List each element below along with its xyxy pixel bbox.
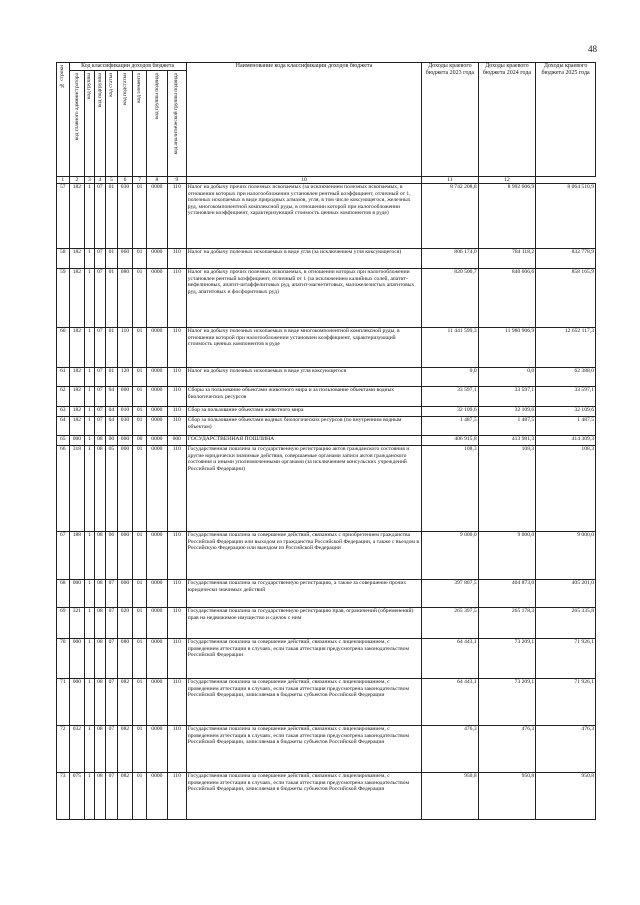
- table-row: [57, 184, 596, 249]
- code-group-cell: 1: [85, 436, 94, 446]
- table-row: [57, 532, 596, 580]
- row-number-cell: 64: [57, 417, 70, 436]
- code-subtype-group-cell: 0000: [146, 436, 167, 446]
- code-group-cell: 1: [85, 407, 94, 417]
- code-analytic-group-cell: 110: [167, 773, 186, 820]
- code-article-cell: 07: [106, 580, 118, 608]
- table-row: [57, 249, 596, 269]
- income-name-cell: Налог на добычу полезных ископаемых в виде многокомпонентной комплексной руды, в отношении которой при налогообложении установлен коэффициент, характеризующий стоимость ценных компонентов в руде: [186, 328, 421, 368]
- code-admin-cell: 000: [69, 639, 85, 679]
- income-2025-cell: 832 778,9: [536, 249, 596, 269]
- code-element-cell: 01: [133, 580, 147, 608]
- code-subarticle-cell: 000: [117, 532, 133, 580]
- income-2023-cell: 11 441 599,3: [422, 328, 479, 368]
- code-group-cell: 1: [85, 773, 94, 820]
- row-number-cell: 67: [57, 532, 70, 580]
- code-subarticle-cell: 082: [117, 726, 133, 773]
- income-2025-cell: 62 388,0: [536, 368, 596, 387]
- row-number-cell: 71: [57, 679, 70, 726]
- column-number-cell: 9: [167, 177, 186, 184]
- income-2023-cell: 476,3: [422, 726, 479, 773]
- code-element-cell: 01: [133, 269, 147, 328]
- code-admin-cell: 182: [69, 407, 85, 417]
- income-2023-cell: 806 174,0: [422, 249, 479, 269]
- header-code-subarticle: [117, 71, 133, 177]
- code-subgroup-cell: 07: [94, 328, 106, 368]
- code-subtype-group-cell: 0000: [146, 368, 167, 387]
- income-2024-cell: 404 873,0: [478, 580, 536, 608]
- table-row: [57, 773, 596, 820]
- code-subgroup-cell: 08: [94, 679, 106, 726]
- row-number-cell: 61: [57, 368, 70, 387]
- table-row: [57, 639, 596, 679]
- code-article-cell: 01: [106, 249, 118, 269]
- row-number-label: № строки: [59, 65, 66, 89]
- code-subarticle-cell: 000: [117, 580, 133, 608]
- income-name-cell: Государственная пошлина за совершение действий, связанных с лицензированием, с проведением аттестации в случаях, если такая аттестация предусмотрена законодательством Российской Федерации, зачисляемая в бюджеты субъектов Российской Федерации: [186, 726, 421, 773]
- code-article-cell: 01: [106, 269, 118, 328]
- income-2025-cell: 950,8: [536, 773, 596, 820]
- header-code-element: [133, 71, 147, 177]
- table-row: [57, 726, 596, 773]
- row-number-cell: 63: [57, 407, 70, 417]
- income-2024-cell: 8 992 606,9: [478, 184, 536, 249]
- code-subarticle-cell: 080: [117, 269, 133, 328]
- header-code-admin: [69, 71, 85, 177]
- code-subtype-group-cell: 0000: [146, 639, 167, 679]
- income-2025-cell: 71 926,1: [536, 639, 596, 679]
- income-2023-cell: 8 742 208,8: [422, 184, 479, 249]
- code-admin-label: код главного администратора: [73, 73, 80, 141]
- income-2023-cell: 64 443,1: [422, 639, 479, 679]
- code-subtype-group-cell: 0000: [146, 679, 167, 726]
- code-element-cell: 01: [133, 368, 147, 387]
- code-element-cell: 01: [133, 639, 147, 679]
- code-admin-cell: 000: [69, 679, 85, 726]
- code-article-cell: 01: [106, 184, 118, 249]
- code-subtype-group-cell: 0000: [146, 269, 167, 328]
- code-element-label: код элемента: [136, 73, 143, 103]
- code-analytic-group-cell: 110: [167, 532, 186, 580]
- table-row: [57, 368, 596, 387]
- column-number-cell: 5: [106, 177, 118, 184]
- code-subarticle-label: код подстатьи: [121, 73, 128, 105]
- code-article-cell: 05: [106, 446, 118, 532]
- code-subtype-group-cell: 0000: [146, 387, 167, 407]
- row-number-cell: 68: [57, 580, 70, 608]
- header-2024: Доходы краевого бюджета 2024 года: [478, 63, 536, 177]
- code-article-cell: 04: [106, 387, 118, 407]
- code-subgroup-cell: 08: [94, 580, 106, 608]
- code-element-cell: 01: [133, 184, 147, 249]
- code-group-cell: 1: [85, 417, 94, 436]
- code-analytic-group-cell: 110: [167, 387, 186, 407]
- code-subgroup-cell: 08: [94, 726, 106, 773]
- code-article-cell: 07: [106, 773, 118, 820]
- income-2023-cell: 406 915,8: [422, 436, 479, 446]
- code-admin-cell: 032: [69, 726, 85, 773]
- income-2023-cell: 820 500,7: [422, 269, 479, 328]
- code-subtype-group-cell: 0000: [146, 608, 167, 639]
- income-2024-cell: 9 000,0: [478, 532, 536, 580]
- table-row: [57, 269, 596, 328]
- income-2025-cell: 71 926,1: [536, 679, 596, 726]
- table-body: [57, 184, 596, 820]
- income-2023-cell: 397 807,5: [422, 580, 479, 608]
- income-2024-cell: 108,3: [478, 446, 536, 532]
- code-analytic-group-cell: 110: [167, 269, 186, 328]
- income-2024-cell: 840 606,6: [478, 269, 536, 328]
- code-element-cell: 01: [133, 679, 147, 726]
- table-row: [57, 679, 596, 726]
- code-analytic-group-cell: 110: [167, 679, 186, 726]
- code-analytic-group-cell: 000: [167, 436, 186, 446]
- code-article-cell: 00: [106, 436, 118, 446]
- code-admin-cell: 182: [69, 368, 85, 387]
- column-number-cell: 2: [69, 177, 85, 184]
- income-name-cell: ГОСУДАРСТВЕННАЯ ПОШЛИНА: [186, 436, 421, 446]
- table-row: [57, 328, 596, 368]
- income-2024-cell: 784 118,2: [478, 249, 536, 269]
- code-group-cell: 1: [85, 446, 94, 532]
- code-subarticle-cell: 060: [117, 249, 133, 269]
- code-subgroup-cell: 08: [94, 446, 106, 532]
- code-subarticle-cell: 010: [117, 407, 133, 417]
- code-subgroup-cell: 07: [94, 407, 106, 417]
- income-2025-cell: 476,3: [536, 726, 596, 773]
- column-number-cell: 7: [133, 177, 147, 184]
- code-subgroup-cell: 08: [94, 773, 106, 820]
- income-name-cell: Государственная пошлина за совершение действий, связанных с лицензированием, с проведением аттестации в случаях, если такая аттестация предусмотрена законодательством Российской Федерации: [186, 639, 421, 679]
- code-admin-cell: 182: [69, 387, 85, 407]
- income-2023-cell: 1 487,5: [422, 417, 479, 436]
- code-subtype-group-label: код группы подвида: [153, 73, 160, 119]
- code-group-cell: 1: [85, 269, 94, 328]
- row-number-cell: 66: [57, 446, 70, 532]
- code-admin-cell: 182: [69, 249, 85, 269]
- income-2023-cell: 108,3: [422, 446, 479, 532]
- code-analytic-group-cell: 110: [167, 407, 186, 417]
- header-code-subgroup: [94, 71, 106, 177]
- code-article-cell: 06: [106, 532, 118, 580]
- code-subtype-group-cell: 0000: [146, 532, 167, 580]
- code-admin-cell: 182: [69, 184, 85, 249]
- income-2025-cell: 1 487,5: [536, 417, 596, 436]
- code-analytic-group-cell: 110: [167, 639, 186, 679]
- income-2024-cell: 265 178,3: [478, 608, 536, 639]
- code-analytic-group-cell: 110: [167, 726, 186, 773]
- header-row-number: [57, 63, 70, 177]
- code-subgroup-cell: 07: [94, 387, 106, 407]
- code-subgroup-cell: 08: [94, 639, 106, 679]
- code-subgroup-cell: 08: [94, 608, 106, 639]
- code-article-cell: 01: [106, 328, 118, 368]
- code-subgroup-cell: 07: [94, 269, 106, 328]
- code-element-cell: 00: [133, 436, 147, 446]
- income-2023-cell: 33 597,1: [422, 387, 479, 407]
- code-admin-cell: 075: [69, 773, 85, 820]
- code-subtype-group-cell: 0000: [146, 417, 167, 436]
- code-group-cell: 1: [85, 328, 94, 368]
- code-group-cell: 1: [85, 532, 94, 580]
- income-2025-cell: 32 109,6: [536, 407, 596, 417]
- table-row: [57, 580, 596, 608]
- income-2024-cell: 33 597,1: [478, 387, 536, 407]
- table-row: [57, 436, 596, 446]
- row-number-cell: 58: [57, 249, 70, 269]
- code-admin-cell: 000: [69, 580, 85, 608]
- income-name-cell: Государственная пошлина за совершение действий, связанных с лицензированием, с проведением аттестации в случаях, если такая аттестация предусмотрена законодательством Российской Федерации, зачисляемая в бюджеты субъектов Российской Федерации: [186, 773, 421, 820]
- code-group-cell: 1: [85, 726, 94, 773]
- table-row: [57, 446, 596, 532]
- code-article-cell: 04: [106, 417, 118, 436]
- code-analytic-group-cell: 110: [167, 249, 186, 269]
- code-analytic-group-cell: 110: [167, 417, 186, 436]
- code-analytic-group-cell: 110: [167, 446, 186, 532]
- code-group-cell: 1: [85, 249, 94, 269]
- column-number-row: [57, 177, 596, 184]
- code-subarticle-cell: 080: [117, 639, 133, 679]
- income-2023-cell: 64 443,1: [422, 679, 479, 726]
- income-2023-cell: 9 000,0: [422, 532, 479, 580]
- code-subarticle-cell: 110: [117, 328, 133, 368]
- income-name-cell: Налог на добычу полезных ископаемых в виде угля (за исключением угля коксующегося): [186, 249, 421, 269]
- code-element-cell: 01: [133, 328, 147, 368]
- code-admin-cell: 182: [69, 328, 85, 368]
- header-2023: Доходы краевого бюджета 2023 года: [422, 63, 479, 177]
- code-subarticle-cell: 000: [117, 387, 133, 407]
- row-number-cell: 72: [57, 726, 70, 773]
- income-name-cell: Сборы за пользование объектами животного мира и за пользование объектами водных биологических ресурсов: [186, 387, 421, 407]
- header-code-subtype-group: [146, 71, 167, 177]
- row-number-cell: 65: [57, 436, 70, 446]
- code-analytic-group-cell: 110: [167, 184, 186, 249]
- income-2024-cell: 32 109,6: [478, 407, 536, 417]
- income-2025-cell: 405 201,0: [536, 580, 596, 608]
- code-analytic-group-cell: 110: [167, 368, 186, 387]
- code-subgroup-label: код подгруппы: [96, 73, 103, 108]
- income-2025-cell: 108,3: [536, 446, 596, 532]
- income-2025-cell: 414 309,3: [536, 436, 596, 446]
- income-name-cell: Налог на добычу полезных ископаемых в виде угля коксующегося: [186, 368, 421, 387]
- income-2025-cell: 265 335,8: [536, 608, 596, 639]
- code-element-cell: 01: [133, 608, 147, 639]
- code-admin-cell: 182: [69, 269, 85, 328]
- table-row: [57, 387, 596, 407]
- income-2025-cell: 858 165,9: [536, 269, 596, 328]
- code-subgroup-cell: 07: [94, 368, 106, 387]
- income-name-cell: Государственная пошлина за совершение действий, связанных с лицензированием, с проведением аттестации в случаях, если такая аттестация предусмотрена законодательством Российской Федерации, зачисляемая в бюджеты субъектов Российской Федерации: [186, 679, 421, 726]
- code-subgroup-cell: 07: [94, 184, 106, 249]
- code-article-cell: 07: [106, 608, 118, 639]
- code-admin-cell: 188: [69, 532, 85, 580]
- code-admin-cell: 318: [69, 446, 85, 532]
- column-number-cell: 6: [117, 177, 133, 184]
- table-row: [57, 407, 596, 417]
- row-number-cell: 69: [57, 608, 70, 639]
- code-element-cell: 01: [133, 249, 147, 269]
- code-subtype-group-cell: 0000: [146, 773, 167, 820]
- code-admin-cell: 000: [69, 436, 85, 446]
- income-2024-cell: 11 980 906,9: [478, 328, 536, 368]
- income-name-cell: Налог на добычу прочих полезных ископаемых, в отношении которых при налогообложении установлен рентный коэффициент, отличный от 1 (за исключением калийных солей, апатит-нефелиновых, апатит-штаффелитовых руд, апатит-магнетитовых, маложелезистых апатитовых руд, апатитовых и фосфоритовых руд): [186, 269, 421, 328]
- code-group-cell: 1: [85, 679, 94, 726]
- header-name: Наименование кода классификации доходов бюджета: [186, 63, 421, 177]
- code-group-cell: 1: [85, 580, 94, 608]
- code-analytic-group-cell: 110: [167, 328, 186, 368]
- code-article-cell: 01: [106, 368, 118, 387]
- income-name-cell: Государственная пошлина за совершение действий, связанных с приобретением гражданства Российской Федерации или выходом из гражданства Российской Федерации, а также с въездом в Российскую Федерацию или выездом из Российской Федерации: [186, 532, 421, 580]
- column-number-cell: 12: [478, 177, 536, 184]
- income-2023-cell: 265 397,5: [422, 608, 479, 639]
- code-subarticle-cell: 030: [117, 184, 133, 249]
- code-article-label: код статьи: [108, 73, 115, 97]
- code-analytic-group-cell: 110: [167, 580, 186, 608]
- code-article-cell: 07: [106, 639, 118, 679]
- page-number: 48: [588, 44, 597, 54]
- income-name-cell: Государственная пошлина за государственную регистрацию, а также за совершение прочих юридически значимых действий: [186, 580, 421, 608]
- code-element-cell: 01: [133, 446, 147, 532]
- code-subtype-group-cell: 0000: [146, 184, 167, 249]
- table-row: [57, 417, 596, 436]
- header-classification-group: Код классификации доходов бюджета: [69, 63, 186, 71]
- code-group-cell: 1: [85, 368, 94, 387]
- code-group-cell: 1: [85, 639, 94, 679]
- income-2024-cell: 413 981,3: [478, 436, 536, 446]
- code-subgroup-cell: 08: [94, 436, 106, 446]
- code-admin-cell: 182: [69, 417, 85, 436]
- income-2024-cell: 950,8: [478, 773, 536, 820]
- code-admin-cell: 321: [69, 608, 85, 639]
- code-subgroup-cell: 07: [94, 249, 106, 269]
- code-element-cell: 01: [133, 417, 147, 436]
- income-2024-cell: 73 209,1: [478, 639, 536, 679]
- header-code-analytic-group: [167, 71, 186, 177]
- income-name-cell: Налог на добычу прочих полезных ископаемых (за исключением полезных ископаемых, в отношении которых при налогообложении установлен рентный коэффициент, отличный от 1, полезных ископаемых в виде природных алмазов, угля, в том числе коксующегося, железных руд, многокомпонентной комплексной руды, в отношении которой при налогообложении установлен коэффициент, характеризующий стоимость ценных компонентов в руде): [186, 184, 421, 249]
- code-article-cell: 04: [106, 407, 118, 417]
- row-number-cell: 62: [57, 387, 70, 407]
- code-subarticle-cell: 030: [117, 417, 133, 436]
- code-subtype-group-cell: 0000: [146, 328, 167, 368]
- code-analytic-group-label: код аналитической группы подвида: [173, 73, 180, 155]
- income-name-cell: Сбор за пользование объектами животного мира: [186, 407, 421, 417]
- code-group-cell: 1: [85, 387, 94, 407]
- code-subgroup-cell: 07: [94, 417, 106, 436]
- income-2023-cell: 950,8: [422, 773, 479, 820]
- code-analytic-group-cell: 110: [167, 608, 186, 639]
- income-2025-cell: 9 000,0: [536, 532, 596, 580]
- column-number-cell: 8: [146, 177, 167, 184]
- income-2024-cell: 476,3: [478, 726, 536, 773]
- code-subarticle-cell: 000: [117, 436, 133, 446]
- code-group-label: код группы: [86, 73, 93, 99]
- income-2025-cell: 33 597,1: [536, 387, 596, 407]
- income-2025-cell: 12 652 117,3: [536, 328, 596, 368]
- code-subarticle-cell: 020: [117, 608, 133, 639]
- income-2025-cell: 8 064 510,9: [536, 184, 596, 249]
- code-subgroup-cell: 08: [94, 532, 106, 580]
- row-number-cell: 57: [57, 184, 70, 249]
- code-group-cell: 1: [85, 608, 94, 639]
- code-subtype-group-cell: 0000: [146, 726, 167, 773]
- code-subtype-group-cell: 0000: [146, 446, 167, 532]
- code-article-cell: 07: [106, 679, 118, 726]
- code-element-cell: 01: [133, 407, 147, 417]
- column-number-cell: 10: [186, 177, 421, 184]
- code-article-cell: 07: [106, 726, 118, 773]
- row-number-cell: 70: [57, 639, 70, 679]
- code-subarticle-cell: 082: [117, 679, 133, 726]
- code-subtype-group-cell: 0000: [146, 580, 167, 608]
- row-number-cell: 73: [57, 773, 70, 820]
- code-group-cell: 1: [85, 184, 94, 249]
- code-subtype-group-cell: 0000: [146, 249, 167, 269]
- table-row: [57, 608, 596, 639]
- code-element-cell: 01: [133, 532, 147, 580]
- code-subtype-group-cell: 0000: [146, 407, 167, 417]
- column-number-cell: 1: [57, 177, 70, 184]
- code-element-cell: 01: [133, 726, 147, 773]
- code-subarticle-cell: 120: [117, 368, 133, 387]
- income-2023-cell: 0,0: [422, 368, 479, 387]
- code-subarticle-cell: 000: [117, 446, 133, 532]
- budget-income-table: [56, 62, 596, 820]
- column-number-cell: 11: [422, 177, 479, 184]
- row-number-cell: 60: [57, 328, 70, 368]
- code-subarticle-cell: 082: [117, 773, 133, 820]
- income-2024-cell: 73 209,1: [478, 679, 536, 726]
- income-2024-cell: 0,0: [478, 368, 536, 387]
- income-name-cell: Сбор за пользование объектами водных биологических ресурсов (по внутренним водным объектам): [186, 417, 421, 436]
- code-element-cell: 01: [133, 387, 147, 407]
- row-number-cell: 59: [57, 269, 70, 328]
- income-2023-cell: 32 109,6: [422, 407, 479, 417]
- header-code-group: [85, 71, 94, 177]
- code-element-cell: 01: [133, 773, 147, 820]
- column-number-cell: 4: [94, 177, 106, 184]
- income-name-cell: Государственная пошлина за государственную регистрацию актов гражданского состояния и другие юридически значимые действия, совершаемые органами записи актов гражданского состояния и иными уполномоченными органами (за исключением консульских учреждений Российской Федерации): [186, 446, 421, 532]
- income-name-cell: Государственная пошлина за государственную регистрацию прав, ограничений (обременений) прав на недвижимое имущество и сделок с ним: [186, 608, 421, 639]
- header-code-article: [106, 71, 118, 177]
- header-2025: Доходы краевого бюджета 2025 года: [536, 63, 596, 177]
- column-number-cell: 3: [85, 177, 94, 184]
- income-2024-cell: 1 487,5: [478, 417, 536, 436]
